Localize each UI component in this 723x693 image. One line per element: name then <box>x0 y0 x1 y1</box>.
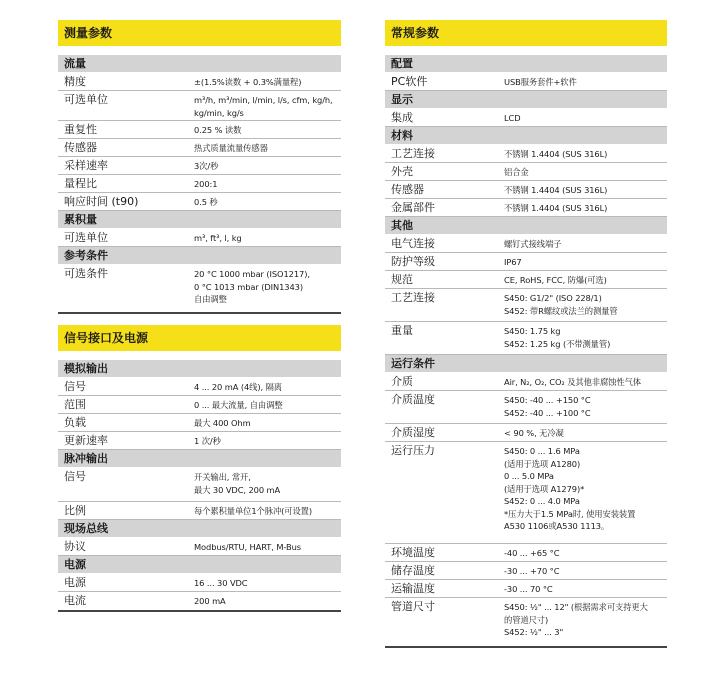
spec-row <box>58 574 341 592</box>
spec-row <box>58 502 341 520</box>
spec-row <box>385 580 667 598</box>
spec-value: 不锈钢 1.4404 (SUS 316L) <box>504 185 608 195</box>
subsection-header: 电源 <box>58 556 341 573</box>
spec-row <box>385 424 667 442</box>
spec-value: 最大 400 Ohm <box>194 418 251 428</box>
spec-row <box>58 229 341 247</box>
subsection-header: 运行条件 <box>385 355 667 372</box>
subsection-header: 其他 <box>385 217 667 234</box>
spec-row <box>58 468 341 502</box>
spec-label: 电源 <box>64 576 86 589</box>
section-title: 信号接口及电源 <box>58 325 341 351</box>
spec-label: 运行压力 <box>391 444 435 457</box>
spec-value: m³, ft³, l, kg <box>194 233 242 243</box>
spec-label: 管道尺寸 <box>391 600 435 613</box>
spec-label: 可选单位 <box>64 231 108 244</box>
spec-label: 传感器 <box>391 183 424 196</box>
spec-row <box>58 73 341 91</box>
spec-row <box>385 253 667 271</box>
spec-row <box>58 265 341 314</box>
spec-row <box>385 145 667 163</box>
spec-label: PC软件 <box>391 75 428 88</box>
spec-row <box>385 109 667 127</box>
spec-label: 信号 <box>64 470 86 483</box>
spec-value: -30 ... +70 °C <box>504 566 560 576</box>
spec-label: 介质湿度 <box>391 426 435 439</box>
spec-value: IP67 <box>504 257 522 267</box>
spec-row <box>58 121 341 139</box>
spec-label: 传感器 <box>64 141 97 154</box>
spec-value: 不锈钢 1.4404 (SUS 316L) <box>504 149 608 159</box>
subsection-header: 配置 <box>385 55 667 72</box>
spec-value: 每个累积量单位1个脉冲(可设置) <box>194 506 313 516</box>
spec-value: S450: -40 ... +150 °C S452: -40 ... +100 °C <box>504 395 591 418</box>
spec-value: LCD <box>504 113 521 123</box>
spec-value: 铝合金 <box>504 167 529 177</box>
spec-label: 可选单位 <box>64 93 108 106</box>
spec-row <box>385 391 667 424</box>
spec-label: 电流 <box>64 594 86 607</box>
spec-row <box>385 181 667 199</box>
spec-value: CE, RoHS, FCC, 防爆(可选) <box>504 275 607 285</box>
spec-label: 比例 <box>64 504 86 517</box>
spec-row <box>58 193 341 211</box>
spec-label: 防护等级 <box>391 255 435 268</box>
spec-value: 3次/秒 <box>194 161 219 171</box>
spec-value: 0.5 秒 <box>194 197 218 207</box>
spec-label: 储存温度 <box>391 564 435 577</box>
spec-value: S450: 1.75 kg S452: 1.25 kg (不带测量管) <box>504 326 611 349</box>
spec-value: 16 ... 30 VDC <box>194 578 248 588</box>
spec-row <box>385 598 667 648</box>
spec-label: 规范 <box>391 273 413 286</box>
spec-label: 外壳 <box>391 165 413 178</box>
spec-row <box>385 271 667 289</box>
spec-label: 信号 <box>64 380 86 393</box>
spec-value: 200 mA <box>194 596 226 606</box>
spec-value: S450: 0 ... 1.6 MPa (适用于选项 A1280) 0 ... 5.0 MPa (适用于选项 A1279)* S452: 0 ... 4.0 MPa *压力大于1.5 MPa时, 使用安装装置 A530 1106或A530 1113。 <box>504 446 636 531</box>
spec-label: 重量 <box>391 324 413 337</box>
subsection-header: 参考条件 <box>58 247 341 264</box>
spec-row <box>58 432 341 450</box>
subsection-header: 流量 <box>58 55 341 72</box>
spec-value: m³/h, m³/min, l/min, l/s, cfm, kg/h, kg/min, kg/s <box>194 95 333 118</box>
spec-label: 更新速率 <box>64 434 108 447</box>
spec-value: Modbus/RTU, HART, M-Bus <box>194 542 301 552</box>
spec-row <box>385 199 667 217</box>
spec-label: 量程比 <box>64 177 97 190</box>
spec-value: 热式质量流量传感器 <box>194 143 268 153</box>
spec-label: 环境温度 <box>391 546 435 559</box>
spec-row <box>58 175 341 193</box>
spec-row <box>385 289 667 322</box>
spec-label: 协议 <box>64 540 86 553</box>
spec-label: 金属部件 <box>391 201 435 214</box>
spec-row <box>58 157 341 175</box>
spec-label: 集成 <box>391 111 413 124</box>
spec-value: 4 ... 20 mA (4线), 隔离 <box>194 382 282 392</box>
subsection-header: 脉冲输出 <box>58 450 341 467</box>
spec-value: 20 °C 1000 mbar (ISO1217), 0 °C 1013 mbar (DIN1343) 自由调整 <box>194 269 310 304</box>
spec-row <box>385 322 667 355</box>
spec-value: S450: ½" ... 12" (根据需求可支持更大 的管道尺寸) S452: ½" ... 3" <box>504 602 648 637</box>
spec-label: 运输温度 <box>391 582 435 595</box>
spec-value: USB服务套件+软件 <box>504 77 577 87</box>
spec-value: 开关输出, 常开, 最大 30 VDC, 200 mA <box>194 472 281 495</box>
spec-row <box>58 91 341 121</box>
spec-row <box>385 562 667 580</box>
subsection-header: 材料 <box>385 127 667 144</box>
spec-row <box>385 235 667 253</box>
spec-row <box>58 538 341 556</box>
spec-row <box>385 73 667 91</box>
subsection-header: 现场总线 <box>58 520 341 537</box>
spec-row <box>58 378 341 396</box>
spec-value: ±(1.5%读数 + 0.3%满量程) <box>194 77 302 87</box>
subsection-header: 累积量 <box>58 211 341 228</box>
spec-label: 精度 <box>64 75 86 88</box>
spec-value: 0 ... 最大流量, 自由调整 <box>194 400 283 410</box>
spec-row <box>385 163 667 181</box>
spec-label: 电气连接 <box>391 237 435 250</box>
spec-value: 200:1 <box>194 179 218 189</box>
spec-label: 介质 <box>391 375 413 388</box>
spec-label: 工艺连接 <box>391 147 435 160</box>
spec-value: S450: G1/2" (ISO 228/1) S452: 带R螺纹或法兰的测量管 <box>504 293 618 316</box>
spec-value: -30 ... 70 °C <box>504 584 553 594</box>
spec-row <box>385 544 667 562</box>
spec-value: Air, N₂, O₂, CO₂ 及其他非腐蚀性气体 <box>504 377 641 387</box>
spec-label: 响应时间 (t90) <box>64 195 139 208</box>
subsection-header: 模拟输出 <box>58 360 341 377</box>
spec-row <box>58 139 341 157</box>
spec-value: < 90 %, 无冷凝 <box>504 428 564 438</box>
spec-value: 螺钉式接线端子 <box>504 239 562 249</box>
subsection-header: 显示 <box>385 91 667 108</box>
spec-label: 工艺连接 <box>391 291 435 304</box>
spec-row <box>385 373 667 391</box>
spec-row <box>58 396 341 414</box>
spec-label: 负载 <box>64 416 86 429</box>
spec-value: 1 次/秒 <box>194 436 221 446</box>
spec-label: 重复性 <box>64 123 97 136</box>
spec-label: 采样速率 <box>64 159 108 172</box>
spec-row <box>58 592 341 612</box>
spec-value: 0.25 % 读数 <box>194 125 242 135</box>
spec-label: 介质温度 <box>391 393 435 406</box>
spec-row <box>58 414 341 432</box>
spec-row <box>385 442 667 544</box>
section-title: 常规参数 <box>385 20 667 46</box>
spec-label: 范围 <box>64 398 86 411</box>
section-title: 测量参数 <box>58 20 341 46</box>
spec-value: -40 ... +65 °C <box>504 548 560 558</box>
spec-label: 可选条件 <box>64 267 108 280</box>
spec-value: 不锈钢 1.4404 (SUS 316L) <box>504 203 608 213</box>
